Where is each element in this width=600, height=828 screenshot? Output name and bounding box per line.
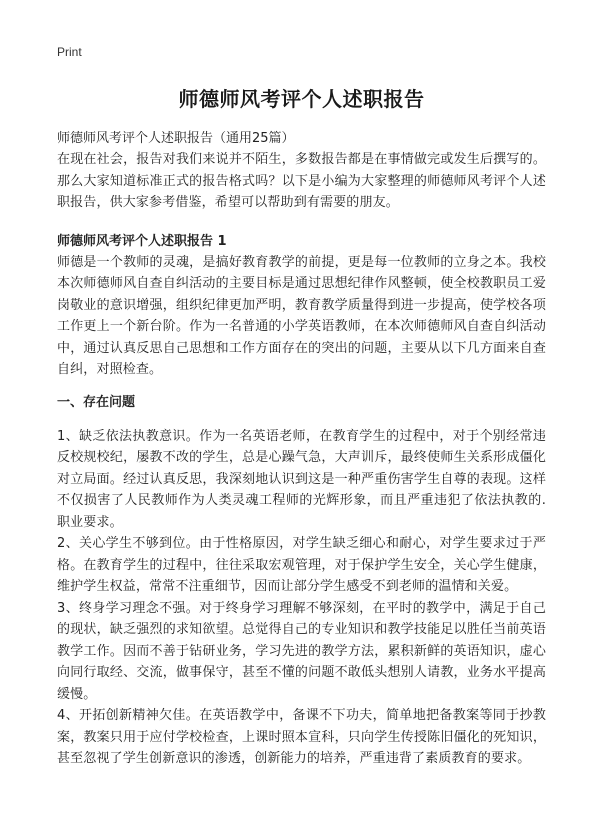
intro-paragraph: 在现在社会，报告对我们来说并不陌生，多数报告都是在事情做完或发生后撰写的。那么大家知道标准正式的报告格式吗？以下是小编为大家整理的师德师风考评个人述职报告，供大家参考借鉴，希望可以帮助到有需要的朋友。	[57, 152, 546, 210]
body-paragraph: 师德是一个教师的灵魂，是搞好教育教学的前提，更是每一位教师的立身之本。我校本次师德师风自查自纠活动的主要目标是通过思想纪律作风整顿，使全校教职员工爱岗敬业的意识增强，组织纪律更加严明，教育教学质量得到进一步提高，使学校各项工作更上一个新台阶。作为一名普通的小学英语教师，在本次师德师风自查自纠活动中，通过认真反思自己思想和工作方面存在的突出的问题，主要从以下几方面来自查自纠，对照检查。	[57, 254, 546, 377]
page-title: 师德师风考评个人述职报告	[178, 87, 425, 111]
problem-item-3: 3、终身学习理念不强。对于终身学习理解不够深刻，在平时的教学中，满足于自己的现状，缺乏强烈的求知欲望。总觉得自己的专业知识和教学技能足以胜任当前英语教学工作。因而不善于钻研业务，学习先进的教学方法，累积新鲜的英语知识，虚心向同行取经、交流，做事保守，甚至不懂的问题不敢低头想别人请教，业务水平提高缓慢。	[57, 600, 546, 702]
problem-item-2: 2、关心学生不够到位。由于性格原因，对学生缺乏细心和耐心，对学生要求过于严格。在教育学生的过程中，往往采取宏观管理，对于保护学生安全，关心学生健康，维护学生权益，常常不注重细节，因而让部分学生感受不到老师的温情和关爱。	[57, 536, 546, 594]
print-link[interactable]: Print	[57, 45, 82, 59]
document-subtitle: 师德师风考评个人述职报告（通用25篇）	[57, 131, 295, 146]
problem-item-1: 1、缺乏依法执教意识。作为一名英语老师，在教育学生的过程中，对于个别经常违反校规校纪，屡教不改的学生，总是心躁气急，大声训斥，最终使师生关系形成僵化对立局面。经过认真反思，我深刻地认识到这是一种严重伤害学生自尊的表现。这样不仅损害了人民教师作为人类灵魂工程师的光辉形象，而且严重违犯了依法执教的.职业要求。	[57, 428, 546, 530]
problem-item-4: 4、开拓创新精神欠佳。在英语教学中，备课不下功夫，简单地把备教案等同于抄教案，教案只用于应付学校检查，上课时照本宣科，只向学生传授陈旧僵化的死知识，甚至忽视了学生创新意识的渗透，创新能力的培养，严重违背了素质教育的要求。	[57, 708, 546, 766]
problems-heading: 一、存在问题	[57, 394, 136, 410]
section-heading: 师德师风考评个人述职报告 1	[57, 233, 227, 249]
